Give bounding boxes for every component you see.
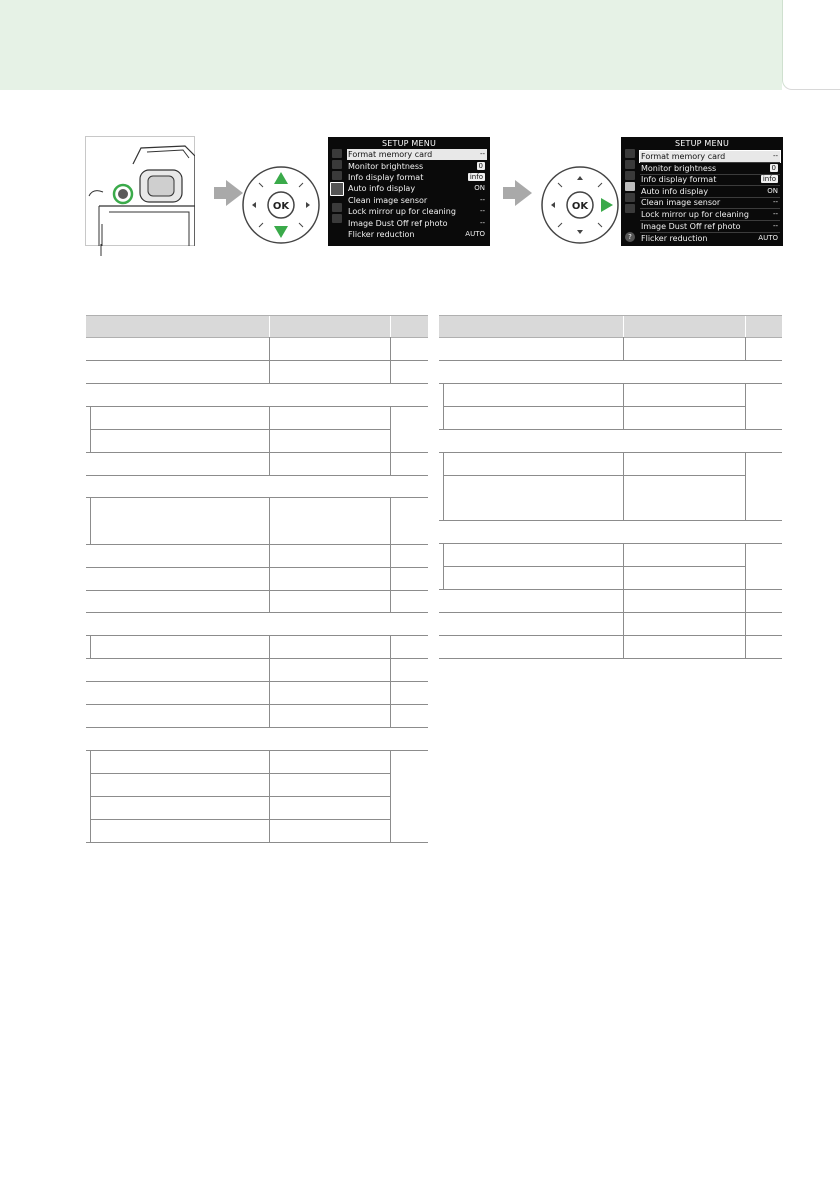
- table-row: [86, 360, 428, 361]
- retouch-tab-icon: [332, 203, 342, 212]
- table-row: [439, 360, 782, 361]
- table-header: [86, 315, 428, 338]
- arrow-right-icon: [515, 180, 532, 206]
- multi-selector-icon: [241, 165, 321, 245]
- lcd-title: SETUP MENU: [381, 139, 437, 148]
- lcd-menu-item: Auto info display ON: [641, 187, 778, 196]
- lcd-menu-item: Monitor brightness 0: [348, 162, 483, 171]
- table-row: [90, 796, 390, 797]
- my-menu-tab-icon: [625, 204, 635, 213]
- table-row: [443, 406, 745, 407]
- table-row: [86, 658, 428, 659]
- table-row: [86, 681, 428, 682]
- table-row: [86, 750, 428, 751]
- table-row: [86, 727, 428, 728]
- lcd-menu-item: Clean image sensor --: [641, 198, 778, 207]
- table-row: [86, 544, 428, 545]
- table-header: [439, 315, 782, 338]
- pencil-tab-icon: [332, 171, 342, 180]
- table-row: [439, 543, 782, 544]
- table-row: [439, 383, 782, 384]
- camera-tab-icon: [625, 160, 635, 169]
- lcd-menu-item: Flicker reduction AUTO: [641, 234, 778, 243]
- lcd-menu-item: Auto info display ON: [348, 184, 485, 193]
- multi-selector-icon: [540, 165, 620, 245]
- camera-tab-icon: [332, 160, 342, 169]
- table-row: [439, 452, 782, 453]
- svg-text:OK: OK: [272, 201, 290, 212]
- setup-menu-screen-2: [621, 137, 783, 246]
- table-row: [439, 589, 782, 590]
- setup-menu-screen-1: [328, 137, 490, 246]
- table-row: [86, 842, 428, 843]
- help-icon: ?: [625, 232, 635, 242]
- wrench-tab-icon: [625, 182, 635, 191]
- chapter-tab: [782, 0, 840, 90]
- lcd-menu-item: Flicker reduction AUTO: [348, 230, 485, 239]
- my-menu-tab-icon: [332, 214, 342, 223]
- table-row: [439, 520, 782, 521]
- table-row: [86, 406, 428, 407]
- header-band: [0, 0, 782, 90]
- lcd-menu-item: Clean image sensor --: [348, 196, 485, 205]
- table-row: [439, 429, 782, 430]
- table-row: [90, 819, 390, 820]
- wrench-tab-icon: [330, 182, 344, 196]
- camera-back-illustration: [85, 136, 195, 246]
- table-row: [439, 658, 782, 659]
- playback-tab-icon: [332, 149, 342, 158]
- button-callout-line: [99, 244, 103, 256]
- lcd-title: SETUP MENU: [674, 139, 730, 148]
- table-row: [86, 590, 428, 591]
- lcd-sidebar: [330, 147, 344, 245]
- playback-tab-icon: [625, 149, 635, 158]
- table-row: [439, 635, 782, 636]
- table-row: [86, 475, 428, 476]
- table-row: [443, 566, 745, 567]
- table-row: [86, 567, 428, 568]
- retouch-tab-icon: [625, 193, 635, 202]
- pencil-tab-icon: [625, 171, 635, 180]
- table-row: [439, 612, 782, 613]
- svg-text:OK: OK: [571, 201, 589, 212]
- table-row: [90, 773, 390, 774]
- lcd-menu-item: Format memory card --: [641, 152, 778, 161]
- table-row: [86, 383, 428, 384]
- table-row: [86, 497, 428, 498]
- lcd-menu-item: Lock mirror up for cleaning --: [641, 210, 778, 219]
- lcd-menu-item: Format memory card --: [348, 150, 485, 159]
- table-row: [86, 704, 428, 705]
- table-row: [443, 475, 745, 476]
- lcd-menu-item: Image Dust Off ref photo --: [348, 219, 485, 228]
- table-row: [86, 452, 428, 453]
- table-row: [90, 429, 390, 430]
- table-row: [86, 635, 428, 636]
- lcd-menu-item: Info display format info: [641, 175, 776, 184]
- table-row: [86, 612, 428, 613]
- lcd-menu-item: Lock mirror up for cleaning --: [348, 207, 485, 216]
- lcd-menu-item: Monitor brightness 0: [641, 164, 776, 173]
- lcd-sidebar: [623, 147, 637, 245]
- lcd-menu-item: Image Dust Off ref photo --: [641, 222, 778, 231]
- lcd-menu-item: Info display format info: [348, 173, 483, 182]
